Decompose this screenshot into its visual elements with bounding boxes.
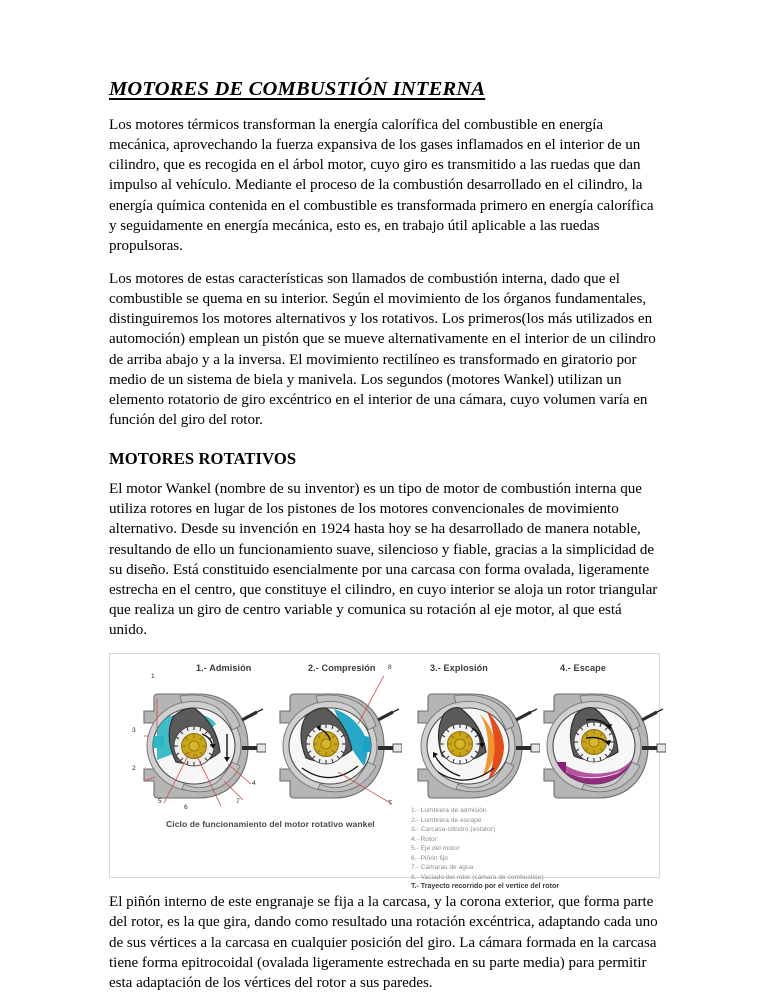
stage-label-compresion: 2.- Compresión: [308, 663, 376, 674]
callout-2: 2: [132, 765, 136, 773]
callout-5: 5: [158, 798, 162, 806]
legend-item-4: 4.- Rotor: [411, 835, 437, 843]
legend-item-8: 8.- Vaciado del rotor (cámara de combustión): [411, 873, 544, 881]
figure-legend: [411, 806, 651, 892]
paragraph-closing: El piñón interno de este engranaje se fija a la carcasa, y la corona exterior, que forma parte del rotor, es la que gira, dando como resultado una rotación excéntrica, adaptando cada uno de sus vértices a la carcasa en cualquier posición del giro. La cámara formada en la carcasa tiene forma epitrocoidal (ovalada ligeramente estrechada en su parte media) para permitir esta adaptación de los vértices del rotor a sus paredes.: [109, 894, 658, 991]
callout-4: 4: [252, 780, 256, 788]
legend-item-3: 3.- Carcasa-cilindro (estator): [411, 826, 496, 834]
stage-label-escape: 4.- Escape: [560, 663, 606, 674]
figure-wankel-cycle: [109, 653, 660, 891]
legend-item-1: 1.- Lumbrera de admisión: [411, 807, 487, 815]
paragraph-classification: Los motores de estas características son llamados de combustión interna, dado que el combustible se quema en su interior. Según el movimiento de los órganos fundamentales, distinguiremos los motores alternativos y los rotativos. Los primeros(los más utilizados en automoción) emplean un pistón que se mueve alternativamente en el interior de un cilindro de arriba abajo y a la inversa. El movimiento rectilíneo es transformado en giratorio por medio de un sistema de biela y manivela. Los segundos (motores Wankel) utilizan un elemento rotatorio de giro excéntrico en el interior de una cámara, cuyo volumen varía en función del giro del rotor.: [109, 270, 656, 428]
page-title: MOTORES DE COMBUSTIÓN INTERNA: [109, 78, 486, 100]
legend-item-5: 5.- Eje del motor: [411, 845, 460, 853]
legend-item-t: T.- Trayecto recorrido por el vertice del rotor: [411, 883, 559, 891]
engine-panel-admision: [124, 673, 266, 812]
stage-label-row: [110, 663, 659, 677]
callout-8: 8: [388, 664, 392, 672]
callout-7: 7: [236, 798, 240, 806]
engine-panel-explosion: [398, 676, 540, 812]
figure-inner: [110, 654, 659, 891]
legend-item-7: 7.- Cámaras de agua: [411, 864, 474, 872]
engine-panel-escape: [524, 676, 666, 812]
paragraph-wankel: El motor Wankel (nombre de su inventor) es un tipo de motor de combustión interna que utiliza rotores en lugar de los pistones de los motores convencionales de movimiento alternativo. Desde su invención en 1924 hasta hoy se ha desarrollado de manera notable, resultando de ello un funcionamiento suave, silencioso y fiable, gracias a la simplicidad de su diseño. Está constituido esencialmente por una carcasa con forma ovalada, ligeramente estrecha en el centro, que constituye el cilindro, en cuyo interior se aloja un rotor triangular que realiza un giro de centro variable y comunica su rotación al eje motor, al que está unido.: [109, 481, 658, 639]
callout-3: 3: [132, 727, 136, 735]
figure-caption: Ciclo de funcionamiento del motor rotativo wankel: [166, 819, 375, 830]
wankel-diagram-explosion: [398, 676, 540, 812]
section-heading-motores-rotativos: MOTORES ROTATIVOS: [109, 449, 297, 469]
stage-label-admision: 1.- Admisión: [196, 663, 252, 674]
wankel-diagram-compresion: [260, 676, 402, 812]
paragraph-intro: Los motores térmicos transforman la energía calorífica del combustible en energía mecánica, aprovechando la fuerza expansiva de los gases inflamados en el interior de un cilindro, que es recogida en el árbol motor, cuyo giro es transmitido a las ruedas que dan impulso al vehículo. Mediante el proceso de la combustión desarrollado en el cilindro, la energía química contenida en el combustible es transformada primero en energía calorífica y seguidamente en energía mecánica, esto es, en trabajo útil aplicable a las ruedas propulsoras.: [109, 116, 654, 254]
wankel-diagram-admision: [124, 676, 266, 812]
callout-t: T: [388, 800, 393, 808]
legend-item-2: 2.- Lumbrera de escape: [411, 816, 482, 824]
callout-1: 1: [151, 673, 155, 681]
callout-6: 6: [184, 804, 188, 812]
legend-item-6: 6.- Piñón fijo: [411, 854, 448, 862]
document-body: [109, 78, 661, 1006]
wankel-diagram-escape: [524, 676, 666, 812]
stage-label-explosion: 3.- Explosión: [430, 663, 488, 674]
